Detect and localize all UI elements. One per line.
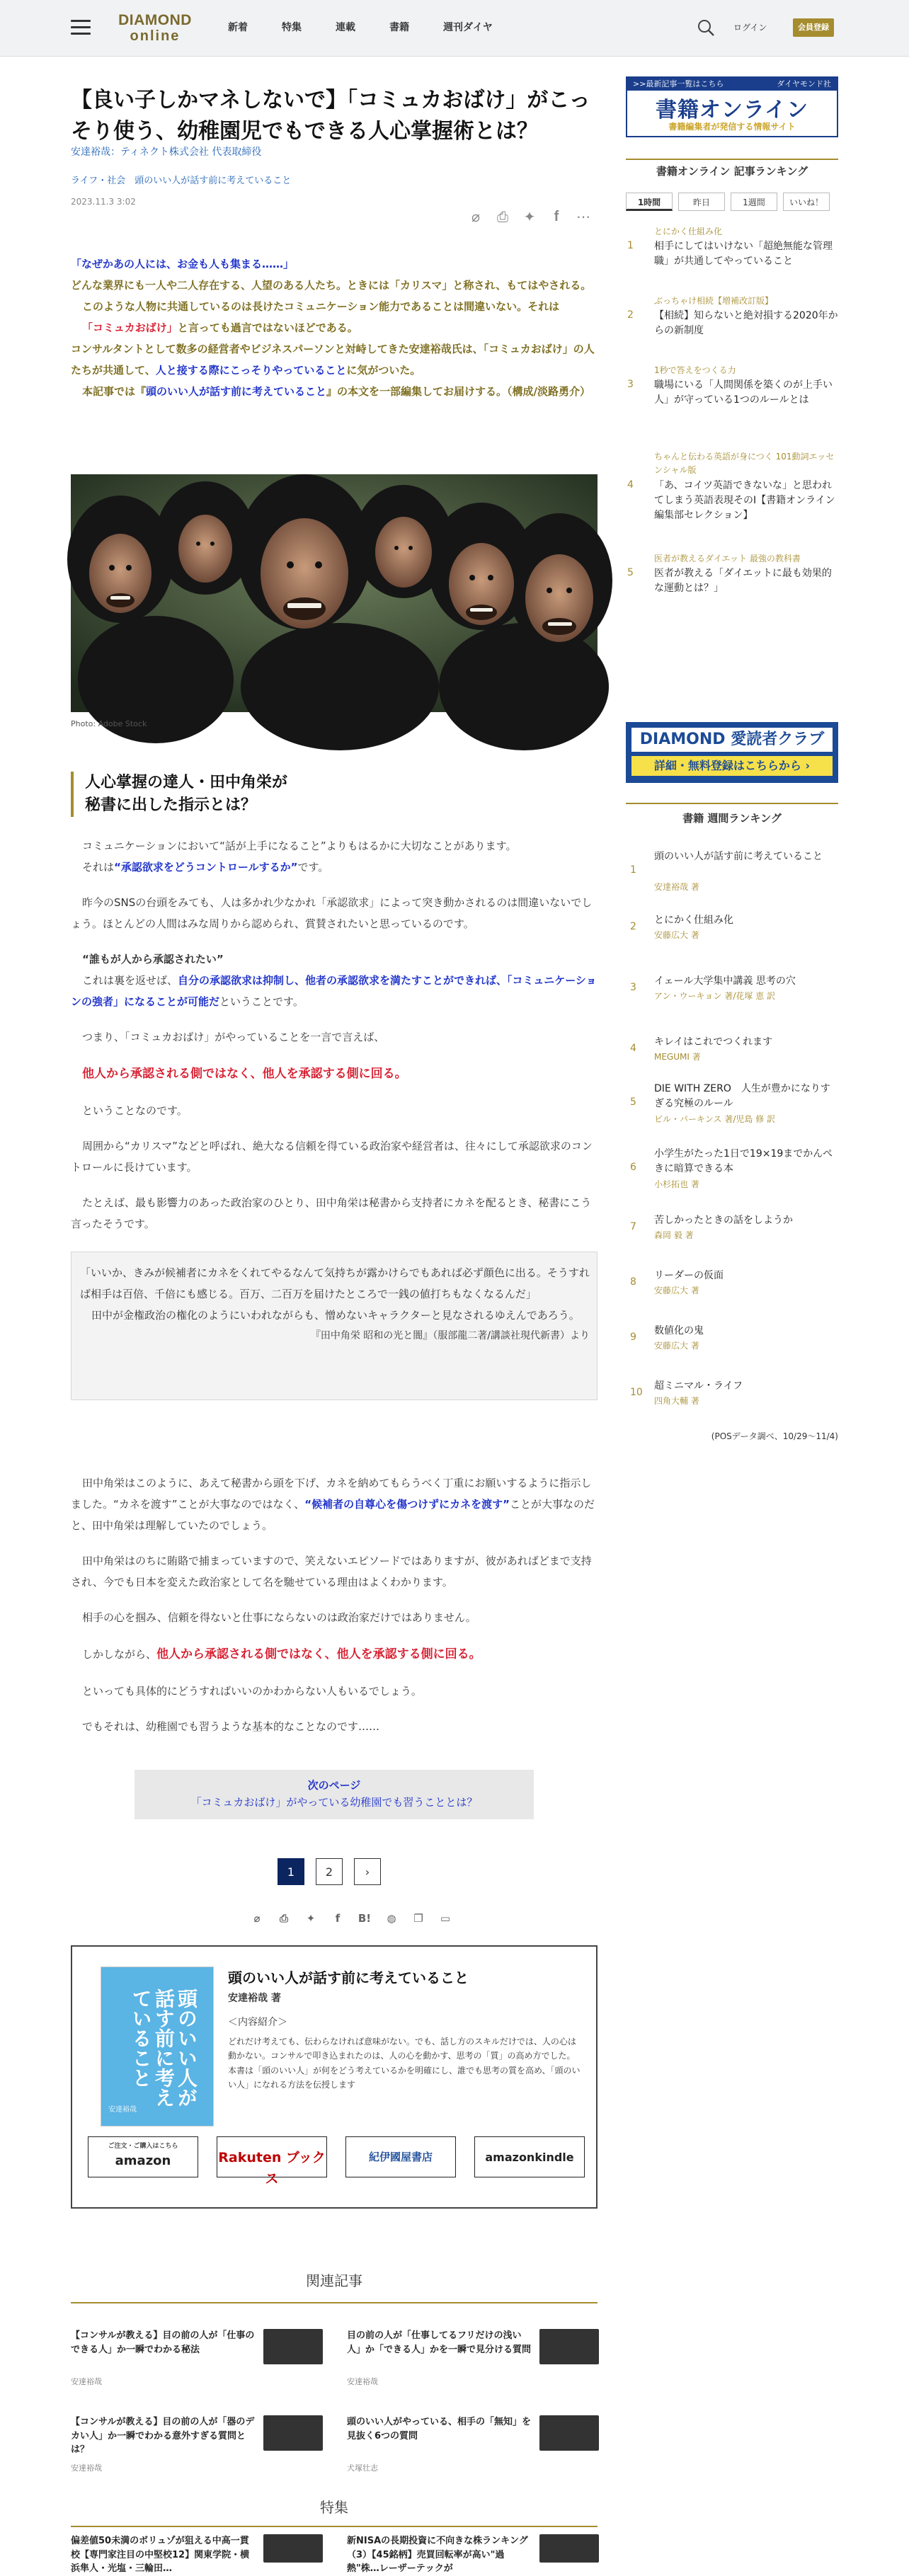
ranking-title: 職場にいる「人間関係を築くのが上手い人」が守っている1つのルールとは [654,379,833,406]
article-lead [71,253,598,402]
book-rank-author: MEGUMI 著 [654,1052,701,1062]
article-body-continued [71,1472,598,1751]
ranking-divider [626,159,838,160]
ranking-number: 4 [627,479,634,491]
reader-club-title: DIAMOND 愛読者クラブ [631,728,833,752]
kindle-button[interactable] [474,2136,585,2177]
kinokuniya-logo: 紀伊國屋書店 [368,2151,433,2163]
lead-p4-blue: 人と接する際にこっそりやっていること [155,364,347,377]
related-author: 安達裕哉 [347,2377,378,2386]
pagination [278,1858,381,1885]
body-p2a: それは [82,861,115,874]
book-rank-author: 安藤広大 著 [654,1286,699,1295]
feature-title: 新NISAの長期投資に不向きな株ランキング（3）【45銘柄】売買回転率が高い"過熱"株…レーザーテックが [347,2536,528,2574]
book-cover-title: 頭のいい人が話す前に考えていること [129,1988,198,2107]
book-ranking-item[interactable] [626,913,838,949]
body2-p6: でもそれは、幼稚園でも習うような基本的なことなのです…… [82,1720,380,1733]
body-p6: つまり、「コミュカおばけ」がやっていることを一言で言えば、 [82,1031,385,1043]
book-rank-number: 2 [630,921,636,932]
heading-line1: 人心掌握の達人・田中角栄が [85,774,288,791]
rakuten-button[interactable] [217,2136,327,2187]
related-thumbnail [263,2329,323,2364]
article-title: 【良い子しかマネしないで】「コミュカおばけ」がこっそり使う、幼稚園児でもできる人心掌握術とは？ [71,88,590,144]
book-rank-number: 8 [630,1276,636,1288]
book-rank-title: 数値化の鬼 [654,1325,704,1336]
logo-line1: DIAMOND [118,12,192,28]
book-ranking-divider [626,803,838,804]
related-author: 安達裕哉 [71,2463,102,2473]
ranking-item[interactable] [626,364,838,420]
feature-thumbnail [263,2534,323,2563]
book-author: 安達裕哉 著 [228,1993,281,2004]
book-ranking-item[interactable] [626,1147,838,1196]
nav-item-series[interactable]: 連載 [336,22,355,33]
nav-item-new[interactable]: 新着 [228,22,248,33]
book-description: どれだけ考えても、伝わらなければ意味がない。でも、話し方のスキルだけでは、人の心は動かない。コンサルで叩き込まれたのは、人の心を動かす、思考の「質」の高め方でした。本書は「頭のいい人」が何をどう考えているかを明確にし、誰でも思考の質を高め、「頭のいい人」になれる方法を伝授します [228,2037,581,2090]
ranking-title: 「あ、コイツ英語できないな」と思われてしまう英語表現そのⅠ【書籍オンライン編集部セレクション】 [654,480,835,521]
clip-icon[interactable]: ⌀ [253,1912,261,1925]
book-rank-number: 1 [630,864,636,876]
feature-title: 偏差値50未満のボリュゾが狙える中高一貫校【専門家注目の中堅校12】関東学院・横浜隼人・光塩・三輪田… [71,2536,250,2574]
book-info-box [71,1945,598,2209]
lead-p5-end: 』の本文を一部編集してお届けする。（構成/淡路勇介） [326,385,591,398]
kinokuniya-button[interactable] [345,2136,456,2177]
feature-item[interactable] [347,2534,600,2574]
ranking-tabs [626,193,830,211]
ranking-heading: 書籍オンライン 記事ランキング [656,165,808,178]
lead-p1: 「なぜかあの人には、お金も人も集まる……」 [71,258,295,270]
twitter-icon[interactable]: ✦ [306,1912,316,1925]
article-author[interactable]: 安達裕哉：ティネクト株式会社 代表取締役 [71,147,262,158]
book-ranking-item[interactable] [626,1035,838,1070]
body-p8: ということなのです。 [82,1104,188,1117]
body-p7: 他人から承認される側ではなく、他人を承認する側に回る。 [82,1067,407,1081]
book-cover-author: 安達裕哉 [108,2106,137,2114]
ranking-number: 3 [627,379,634,390]
related-title: 【コンサルが教える】目の前の人が「器のデカい人」か一瞬でわかる意外すぎる質問とは？ [71,2417,255,2455]
tab-1hour[interactable]: 1時間 [626,193,673,211]
nav-item-feature[interactable]: 特集 [282,22,302,33]
ranking-title: 医者が教える「ダイエットに最も効果的な運動とは？」 [654,568,832,594]
related-thumbnail [539,2415,599,2451]
tab-1week[interactable]: 1週間 [731,193,777,211]
lead-p3: このような人物に共通しているのは長けたコミュニケーション能力であることは間違いない。それは [82,300,560,313]
book-rank-number: 3 [630,982,636,993]
page-2[interactable]: 2 [316,1858,343,1885]
book-rank-title: とにかく仕組み化 [654,915,733,926]
book-rank-title: 苦しかったときの話をしようか [654,1215,793,1226]
book-rank-title: 頭のいい人が話す前に考えていること [654,851,823,862]
related-item[interactable] [347,2329,600,2400]
body2-p1a: 田中角栄はこのように、あえて秘書から頭を下げ、カネを納めてもらうべく丁重にお願いするように指示しました。“カネを渡す”ことが大事なのではなく、 [71,1477,592,1511]
body2-p1c: ことが大事なのだと、田中角栄は理解していたのでしょう。 [71,1498,595,1532]
body2-p5: といっても具体的にどうすればいいのかわからない人もいるでしょう。 [82,1685,422,1698]
book-rank-title: リーダーの仮面 [654,1270,724,1281]
ranking-item[interactable] [626,294,838,344]
next-page-title: 「コミュカおばけ」がやっている幼稚園でも習うこととは？ [190,1796,478,1809]
book-title: 頭のいい人が話す前に考えていること [228,1969,469,1986]
book-rank-author: 四角大輔 著 [654,1396,699,1406]
related-thumbnail [263,2415,323,2451]
feature-item[interactable] [71,2534,324,2574]
quote-text: 「いいか、きみが候補者にカネをくれてやるなんて気持ちが露かけらでもあれば必ず顔色に出る。そうすれば相手は百倍、千倍にも感じる。百万、二百万を届けたところで一銭の値打ちもなくなるんだ」 [80,1266,590,1300]
book-rank-number: 6 [630,1162,636,1173]
ranking-item[interactable] [626,552,838,602]
print-icon[interactable]: ⎙ [279,1912,288,1925]
banner-bar-text: >>最新記事一覧はこちら [633,79,724,88]
book-rank-author: 森岡 毅 著 [654,1230,694,1240]
body-p4: “誰もが人から承認されたい” [82,953,224,966]
login-link[interactable]: ログイン [733,23,767,33]
lead-p4: コンサルタントとして数多の経営者やビジネスパーソンと対峙してきた安達裕哉氏は、「コミュカおばけ」の人たちが共通して、 [71,343,595,377]
ranking-book: 医者が教えるダイエット 最強の教科書 [654,554,801,563]
hero-image-chimpanzees [71,474,598,712]
book-ranking-item[interactable] [626,849,838,899]
copy-icon[interactable]: ❐ [413,1912,423,1925]
logo-line2: online [130,28,181,44]
book-rank-author: 小杉拓也 著 [654,1179,699,1189]
lead-p3-red: 「コミュカおばけ」 [82,321,178,334]
menu-icon[interactable] [71,20,91,35]
nav-item-books[interactable]: 書籍 [389,22,409,33]
ranking-book: ぶっちゃけ相続【増補改訂版】 [654,296,774,306]
ranking-number: 5 [627,567,634,578]
book-rank-title: イェール大学集中講義 思考の穴 [654,975,796,987]
related-divider [71,2302,598,2303]
lead-p3-end: と言っても過言ではないほどである。 [177,321,358,334]
main-nav [228,20,527,35]
next-page-button[interactable] [135,1770,534,1819]
ranking-book: ちゃんと伝わる英語が身につく 101動詞エッセンシャル版 [654,452,835,476]
banner-brand: ダイヤモンド社 [777,79,831,88]
store-buttons [88,2136,585,2187]
body-p5b: 自分の承認欲求は抑制し、他者の承認欲求を満たすことができれば、「コミュニケーションの強者」になることが可能だ [71,974,597,1008]
ranking-book: とにかく仕組み化 [654,227,723,236]
body-p1: コミュニケーションにおいて“話が上手になること”よりもはるかに大切なことがあります。 [82,840,517,852]
amazon-logo: amazon [115,2153,171,2169]
page-next[interactable]: › [354,1858,381,1885]
book-rank-title: 小学生がたった1日で19×19までかんぺきに暗算できる本 [654,1148,833,1174]
book-rank-title: DIE WITH ZERO 人生が豊かになりすぎる究極のルール [654,1083,830,1109]
feature-heading: 特集 [320,2499,348,2516]
tab-likes[interactable]: いいね！ [783,193,830,211]
book-ranking-item[interactable] [626,1082,838,1131]
ranking-title: 相手にしてはいけない「超絶無能な管理職」が共通してやっていること [654,241,833,267]
book-rank-author: 安達裕哉 著 [654,882,699,892]
related-item[interactable] [71,2329,324,2400]
feature-thumbnail [539,2534,599,2563]
body2-p4b: 他人から承認される側ではなく、他人を承認する側に回る。 [156,1647,481,1661]
clip-icon[interactable]: ⌀ [471,208,481,225]
lead-p5: 本記事では『 [82,385,147,398]
body-p5c: ということです。 [219,995,304,1008]
search-icon[interactable] [697,18,715,37]
book-rank-author: ビル・パーキンス 著/児島 修 訳 [654,1114,776,1124]
book-rank-number: 9 [630,1332,636,1343]
related-title: 【コンサルが教える】目の前の人が「仕事のできる人」か一瞬でわかる秘法 [71,2330,255,2355]
related-author: 犬塚壮志 [347,2463,378,2473]
page-1[interactable]: 1 [278,1858,304,1885]
site-header [0,0,909,57]
banner-bar [627,78,837,91]
ranking-number: 1 [627,240,634,251]
photo-credit: Photo: Adobe Stock [71,719,147,728]
article-categories[interactable]: ライフ・社会 頭のいい人が話す前に考えていること [71,176,292,186]
related-thumbnail [539,2329,599,2364]
hatena-bookmark-icon[interactable]: B! [358,1912,372,1925]
body2-p4a: しかしながら、 [82,1648,157,1661]
book-rank-author: アン・ウーキョン 著/花塚 恵 訳 [654,991,776,1001]
book-rank-author: 安藤広大 著 [654,1341,699,1351]
book-rank-title: 超ミニマル・ライフ [654,1380,743,1392]
body-p2b: “承認欲求をどうコントロールするか” [114,861,298,874]
next-page-label: 次のページ [307,1779,361,1792]
ranking-book: 1秒で答えをつくる力 [654,365,736,375]
ranking-item[interactable] [626,450,838,528]
heading-line2: 秘書に出した指示とは？ [85,796,257,814]
lead-p2: どんな業界にも一人や二人存在する、人望のある人たち。ときには「カリスマ」と称され、もてはやされる。 [71,279,592,292]
body-p2c: です。 [297,861,329,874]
body-p10: たとえば、最も影響力のあった政治家のひとり、田中角栄は秘書から支持者にカネを配るとき、秘書にこう言ったそうです。 [71,1196,592,1230]
book-rank-title: キレイはこれでつくれます [654,1036,773,1048]
book-rank-number: 7 [630,1221,636,1232]
ranking-title: 【相続】知らないと絶対損する2020年からの新制度 [654,310,838,336]
share-bar-bottom [248,1910,455,1927]
reader-club-cta: 詳細・無料登録はこちらから › [631,756,833,776]
lead-p5-link[interactable]: 頭のいい人が話す前に考えていること [146,385,327,398]
ranking-number: 2 [627,309,634,321]
section-heading [71,772,598,817]
shoseki-online-banner[interactable] [626,76,838,137]
body-p5a: これは裏を返せば、 [82,974,178,987]
ranking-source-note: (POSデータ調べ、10/29〜11/4) [711,1431,838,1441]
banner-title: 書籍オンライン [655,98,809,122]
ranking-item[interactable] [626,225,838,275]
body-p9: 周囲から“カリスマ”などと呼ばれ、絶大なる信頼を得ている政治家や経営者は、往々にして承認欲求のコントロールに長けています。 [71,1140,593,1174]
amazon-button[interactable] [88,2136,198,2177]
twitter-icon[interactable]: ✦ [523,208,536,225]
related-title: 頭のいい人がやっている、相手の「無知」を見抜く6つの質問 [347,2417,532,2442]
site-logo[interactable] [116,10,194,48]
book-rank-number: 4 [630,1043,636,1054]
book-rank-number: 5 [630,1097,636,1108]
book-ranking-item[interactable] [626,974,838,1009]
quote-text2: 田中が金権政治の権化のようにいわれながらも、憎めないキャラクターと見なされるゆえんであろう。 [91,1309,580,1322]
reader-club-banner[interactable] [626,722,838,783]
related-item[interactable] [347,2415,600,2486]
book-ranking-item[interactable] [626,1213,838,1249]
quote-block [71,1252,598,1400]
book-ranking-item[interactable] [626,1379,838,1414]
body2-p3: 相手の心を掴み、信頼を得ないと仕事にならないのは政治家だけではありません。 [82,1611,476,1624]
more-icon[interactable]: ⋯ [576,208,590,225]
article-date: 2023.11.3 3:02 [71,197,136,207]
kindle-logo: amazonkindle [485,2151,574,2164]
bookmark-icon[interactable]: ▭ [440,1912,451,1925]
quote-source: 『田中角栄 昭和の光と闇』（服部龍二著/講談社現代新書）より [310,1330,590,1341]
facebook-icon[interactable]: f [335,1912,341,1925]
rakuten-logo: Rakuten ブックス [218,2150,326,2187]
tab-yesterday[interactable]: 昨日 [678,193,725,211]
body-p3: 昨今のSNSの台頭をみても、人は多かれ少なかれ「承認欲求」によって突き動かされるのは間違いないでしょう。ほとんどの人間はみな周りから認められ、賞賛されたいと思っているのです。 [71,896,593,930]
facebook-icon[interactable]: f [554,209,559,224]
related-item[interactable] [71,2415,324,2486]
book-ranking-heading: 書籍 週間ランキング [682,812,782,825]
print-icon[interactable]: ⎙ [497,208,508,225]
book-desc-heading: ＜内容紹介＞ [228,2017,287,2028]
nav-item-weekly[interactable]: 週刊ダイヤ [443,22,493,33]
line-icon[interactable]: ◍ [387,1912,396,1925]
book-cover-image[interactable] [101,1967,214,2126]
book-ranking-item[interactable] [626,1324,838,1359]
book-rank-author: 安藤広大 著 [654,930,699,940]
register-button[interactable]: 会員登録 [793,18,834,37]
lead-p4-end: に気がついた。 [346,364,421,377]
body2-p1b: “候補者の自尊心を傷つけずにカネを渡す” [304,1498,510,1511]
book-rank-number: 10 [630,1387,643,1398]
share-bar-top [467,208,592,225]
related-title: 目の前の人が「仕事してるフリだけの浅い人」か「できる人」かを一瞬で見分ける質問 [347,2330,532,2355]
related-heading: 関連記事 [306,2272,362,2289]
article-body [71,835,598,1249]
book-ranking-item[interactable] [626,1269,838,1304]
amazon-sub: ご注文・ご購入はこちら [108,2143,178,2150]
banner-subtitle: 書籍編集者が発信する情報サイト [668,122,796,132]
feature-divider [71,2526,598,2527]
body2-p2: 田中角栄はのちに賄賂で捕まっていますので、笑えないエピソードではありますが、彼があればどまで支持され、今でも日本を変えた政治家として名を馳せている理由はよくわかります。 [71,1555,592,1588]
related-author: 安達裕哉 [71,2377,102,2386]
